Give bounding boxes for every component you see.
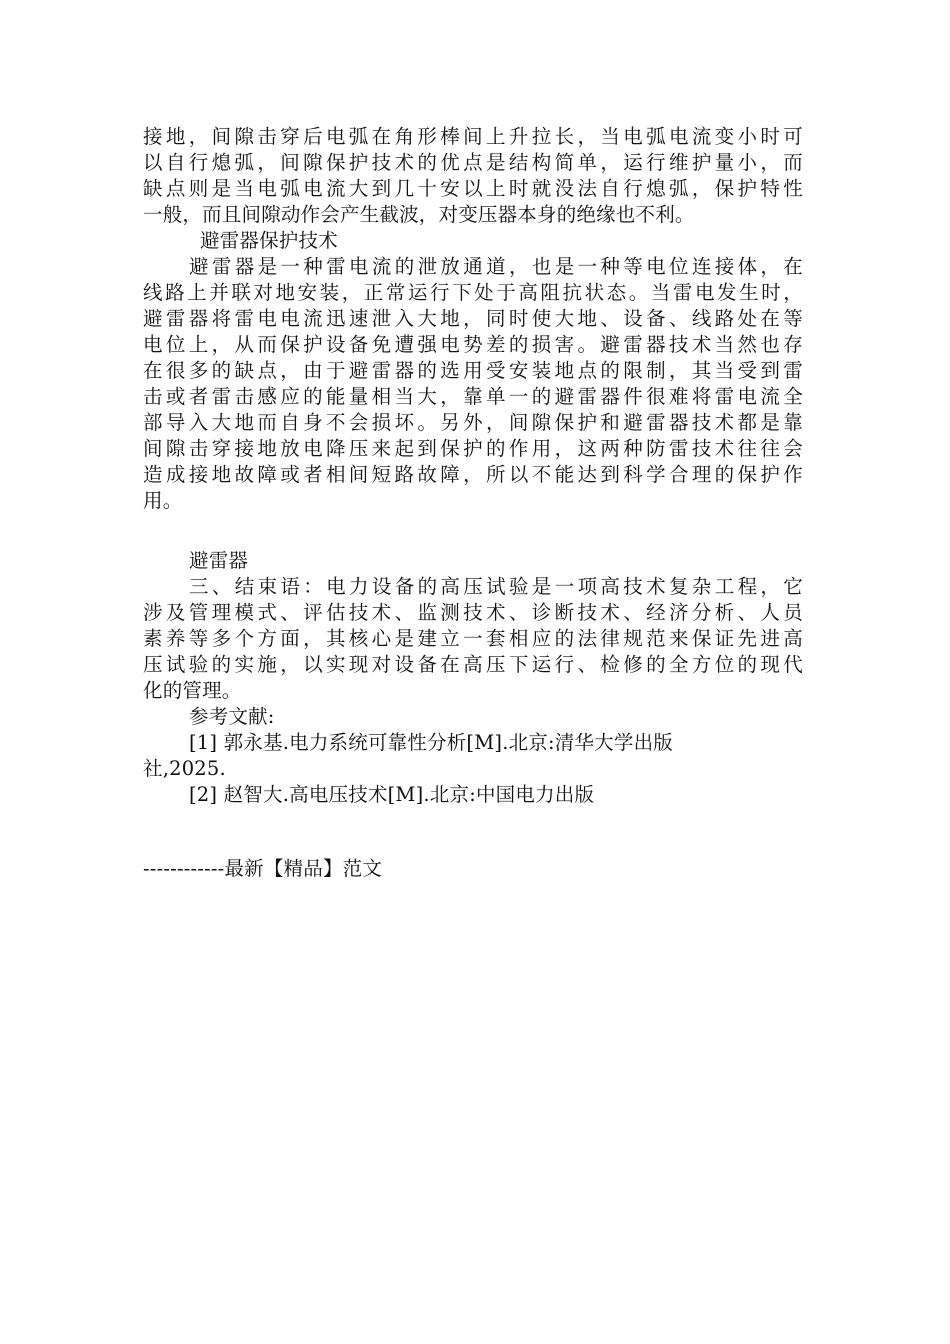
paragraph-line: 一般，而且间隙动作会产生截波，对变压器本身的绝缘也不利。 bbox=[143, 203, 695, 226]
paragraph-line: 部导入大地而自身不会损坏。另外，间隙保护和避雷器技术都是靠 bbox=[143, 411, 803, 434]
reference-item: [1] 郭永基.电力系统可靠性分析[M].北京:清华大学出版 bbox=[189, 731, 673, 754]
reference-item: [2] 赵智大.高电压技术[M].北京:中国电力出版 bbox=[189, 783, 595, 806]
paragraph-line: 接地，间隙击穿后电弧在角形棒间上升拉长，当电弧电流变小时可 bbox=[143, 125, 803, 148]
paragraph-line: 化的管理。 bbox=[143, 679, 242, 702]
paragraph-line: 在很多的缺点，由于避雷器的选用受安装地点的限制，其当受到雷 bbox=[143, 359, 803, 382]
paragraph-line: 素养等多个方面，其核心是建立一套相应的法律规范来保证先进高 bbox=[143, 627, 803, 650]
paragraph-line: 线路上并联对地安装，正常运行下处于高阻抗状态。当雷电发生时， bbox=[143, 281, 803, 304]
footer-text: ------------最新【精品】范文 bbox=[143, 857, 383, 880]
reference-item-continuation: 社,2025. bbox=[143, 757, 226, 780]
paragraph-line: 电位上，从而保护设备免遭强电势差的损害。避雷器技术当然也存 bbox=[143, 333, 803, 356]
image-caption: 避雷器 bbox=[189, 549, 249, 572]
paragraph-line: 以自行熄弧，间隙保护技术的优点是结构简单，运行维护量小，而 bbox=[143, 151, 803, 174]
paragraph-line: 造成接地故障或者相间短路故障，所以不能达到科学合理的保护作 bbox=[143, 463, 803, 486]
paragraph-line: 避雷器是一种雷电流的泄放通道，也是一种等电位连接体，在 bbox=[189, 255, 803, 278]
references-heading: 参考文献: bbox=[189, 705, 275, 728]
paragraph-line: 三、结束语：电力设备的高压试验是一项高技术复杂工程，它 bbox=[189, 575, 803, 598]
paragraph-line: 间隙击穿接地放电降压来起到保护的作用，这两种防雷技术往往会 bbox=[143, 437, 803, 460]
paragraph-line: 用。 bbox=[143, 489, 183, 512]
paragraph-line: 击或者雷击感应的能量相当大，靠单一的避雷器件很难将雷电流全 bbox=[143, 385, 803, 408]
paragraph-line: 压试验的实施，以实现对设备在高压下运行、检修的全方位的现代 bbox=[143, 653, 803, 676]
paragraph-line: 缺点则是当电弧电流大到几十安以上时就没法自行熄弧，保护特性 bbox=[143, 177, 803, 200]
paragraph-line: 涉及管理模式、评估技术、监测技术、诊断技术、经济分析、人员 bbox=[143, 601, 803, 624]
section-heading: 避雷器保护技术 bbox=[200, 229, 338, 252]
paragraph-line: 避雷器将雷电电流迅速泄入大地，同时使大地、设备、线路处在等 bbox=[143, 307, 803, 330]
